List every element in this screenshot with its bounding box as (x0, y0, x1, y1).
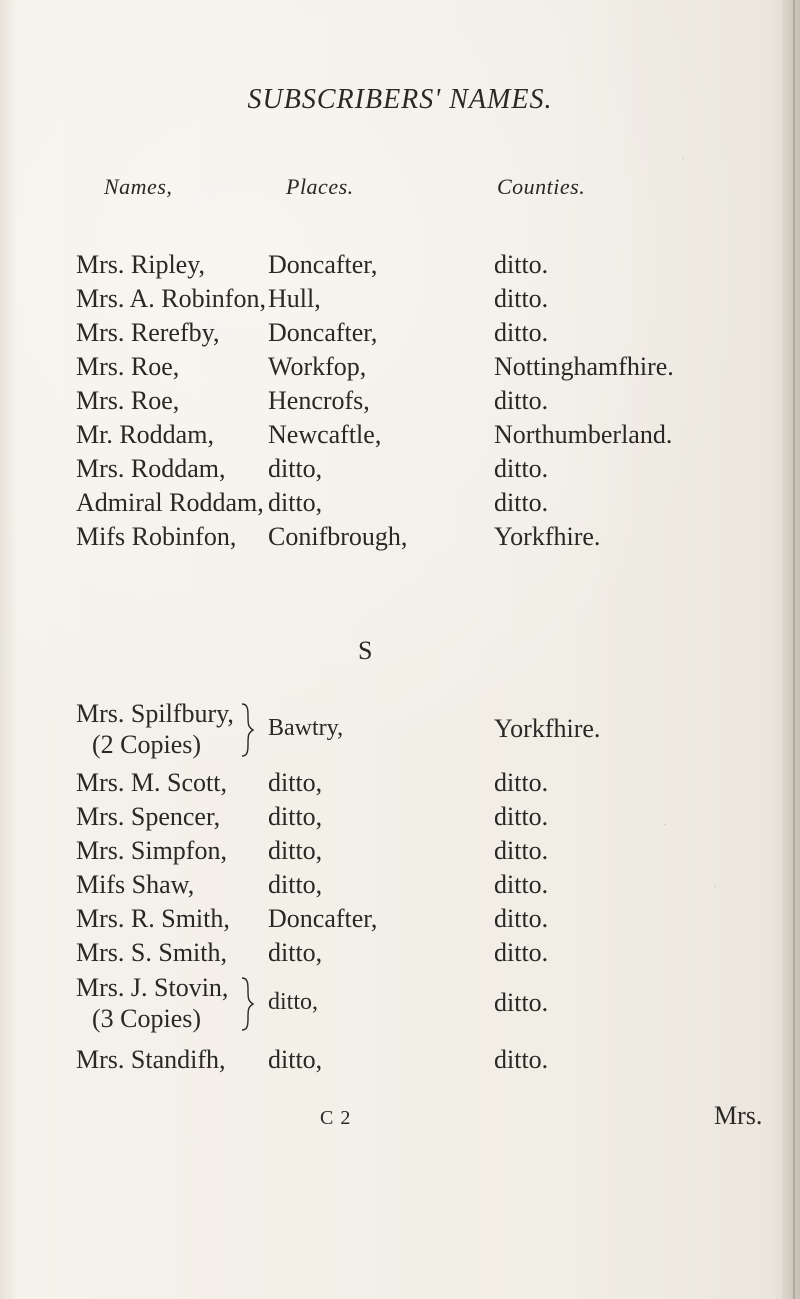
page-signature-mark: C 2 (320, 1107, 352, 1129)
subscriber-row (0, 418, 800, 452)
subscriber-place: Workfop, (268, 352, 367, 381)
subscriber-county: ditto. (494, 386, 549, 415)
subscriber-name: Admiral Roddam, (76, 488, 264, 517)
subscriber-place: ditto, (268, 938, 323, 967)
subscriber-row (0, 1043, 800, 1077)
subscriber-county: ditto. (494, 870, 549, 899)
subscriber-name: Mrs. A. Robinfon, (76, 284, 266, 313)
subscriber-name: Mrs. R. Smith, (76, 904, 230, 933)
page-catchword: Mrs. (714, 1101, 763, 1130)
page-gutter-shadow (0, 0, 18, 1299)
subscriber-county: ditto. (494, 988, 549, 1017)
subscriber-county: Nottinghamfhire. (494, 352, 674, 381)
subscriber-name: Mrs. Simpfon, (76, 836, 227, 865)
subscriber-row (0, 486, 800, 520)
page-title: SUBSCRIBERS' NAMES. (247, 84, 553, 115)
subscriber-row (0, 316, 800, 350)
subscriber-place: ditto, (268, 870, 323, 899)
subscriber-copies: (2 Copies) (92, 730, 202, 759)
subscriber-name: Mrs. J. Stovin, (76, 973, 229, 1002)
subscriber-row (0, 248, 800, 282)
subscriber-county: ditto. (494, 768, 549, 797)
subscriber-county: Yorkfhire. (494, 714, 601, 743)
subscriber-name: Mr. Roddam, (76, 420, 214, 449)
subscriber-row (0, 520, 800, 554)
subscriber-place: Doncafter, (268, 904, 378, 933)
subscriber-row (0, 282, 800, 316)
subscriber-row (0, 384, 800, 418)
subscriber-multiline-entry (0, 698, 800, 764)
page-right-edge-line (793, 0, 795, 1299)
subscriber-copies: (3 Copies) (92, 1004, 202, 1033)
subscriber-name: Mrs. Spencer, (76, 802, 221, 831)
subscriber-row (0, 800, 800, 834)
subscriber-place: ditto, (268, 989, 319, 1015)
paper-speck: · (681, 153, 685, 165)
subscriber-county: ditto. (494, 802, 549, 831)
subscriber-name: Mrs. Ripley, (76, 250, 206, 279)
subscriber-row (0, 868, 800, 902)
column-heading-places: Places. (286, 174, 354, 199)
subscriber-place: ditto, (268, 488, 323, 517)
paper-speck: · (663, 819, 667, 831)
subscriber-county: ditto. (494, 250, 549, 279)
subscriber-county: ditto. (494, 1045, 549, 1074)
subscriber-county: ditto. (494, 488, 549, 517)
subscriber-name: Mrs. M. Scott, (76, 768, 227, 797)
section-letter-heading: S (358, 636, 374, 665)
subscriber-name: Mrs. Roe, (76, 386, 180, 415)
subscriber-multiline-entry (0, 972, 800, 1038)
subscriber-name: Mrs. Spilfbury, (76, 699, 234, 728)
page-right-edge (782, 0, 800, 1299)
subscriber-name: Mrs. Roddam, (76, 454, 226, 483)
subscriber-place: ditto, (268, 454, 323, 483)
subscriber-county: ditto. (494, 454, 549, 483)
subscriber-place: Newcaftle, (268, 420, 382, 449)
subscriber-place: Doncafter, (268, 250, 378, 279)
subscriber-place: ditto, (268, 836, 323, 865)
subscriber-place: ditto, (268, 1045, 323, 1074)
column-heading-names: Names, (104, 174, 173, 199)
subscriber-name: Mrs. Rerefby, (76, 318, 220, 347)
subscriber-county: ditto. (494, 836, 549, 865)
subscriber-county: ditto. (494, 904, 549, 933)
subscriber-county: ditto. (494, 318, 549, 347)
subscriber-county: ditto. (494, 284, 549, 313)
paper-speck: · (713, 881, 717, 893)
subscriber-row (0, 452, 800, 486)
subscriber-place: Hencrofs, (268, 386, 370, 415)
subscriber-name: Mifs Robinfon, (76, 522, 237, 551)
subscriber-county: Yorkfhire. (494, 522, 601, 551)
subscriber-county: ditto. (494, 938, 549, 967)
subscriber-row (0, 936, 800, 970)
brace-icon (238, 976, 256, 1032)
brace-icon (238, 702, 256, 758)
subscriber-county: Northumberland. (494, 420, 673, 449)
subscriber-row (0, 766, 800, 800)
subscriber-place: ditto, (268, 768, 323, 797)
subscriber-place: ditto, (268, 802, 323, 831)
subscriber-name: Mifs Shaw, (76, 870, 195, 899)
subscriber-row (0, 902, 800, 936)
subscriber-name: Mrs. Standifh, (76, 1045, 226, 1074)
subscriber-place: Bawtry, (268, 715, 344, 741)
subscriber-place: Hull, (268, 284, 321, 313)
subscriber-place: Conifbrough, (268, 522, 408, 551)
subscriber-row (0, 834, 800, 868)
subscriber-name: Mrs. S. Smith, (76, 938, 227, 967)
column-heading-counties: Counties. (497, 174, 586, 199)
subscriber-name: Mrs. Roe, (76, 352, 180, 381)
subscriber-place: Doncafter, (268, 318, 378, 347)
subscriber-row (0, 350, 800, 384)
